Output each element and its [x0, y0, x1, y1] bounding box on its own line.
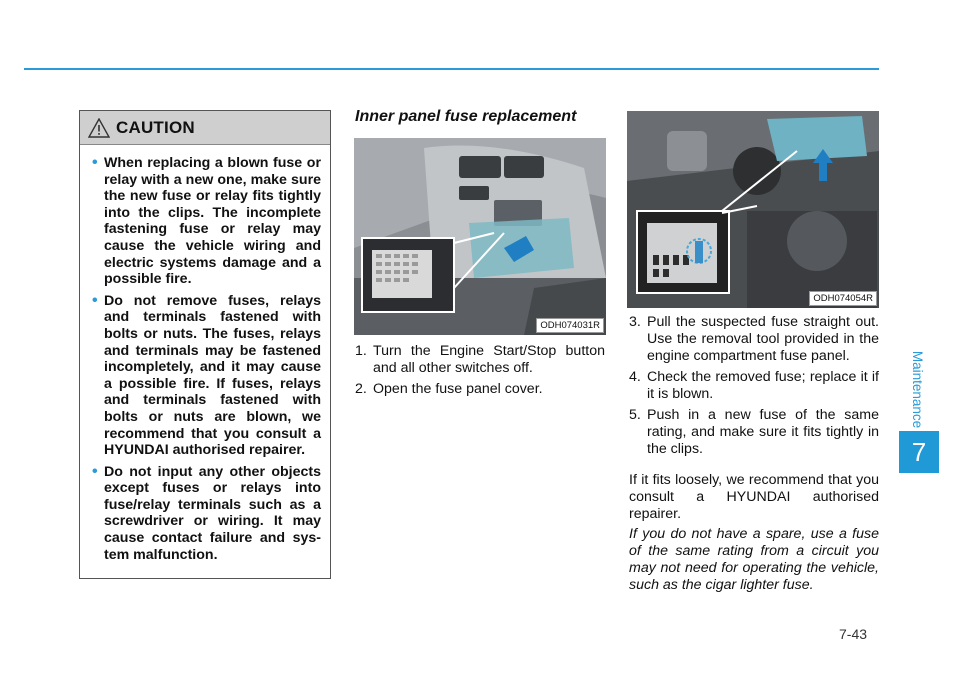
warning-triangle-icon [88, 118, 110, 138]
step-text: Open the fuse panel cover. [373, 381, 543, 397]
image-code: ODH074031R [536, 318, 604, 333]
caution-box [79, 110, 331, 579]
image-code: ODH074054R [809, 291, 877, 306]
step-text: Check the removed fuse; replace it if it is blown. [647, 369, 879, 402]
caution-item: • Do not remove fuses, relays and terminals fastened with bolts or nuts. The fuses, relays and terminals may be fastened incompletely, and it may cause a possible fire. If fuses, relays and terminals fastened with bolts or nuts are blown, we recommend that you consult a HYUNDAI authorised repairer. [92, 293, 321, 459]
dashboard-illustration [354, 138, 606, 335]
inner-panel-photo [354, 138, 606, 335]
header-rule [24, 68, 879, 70]
step-number: 4. [629, 369, 641, 385]
step-number: 3. [629, 314, 641, 330]
page-number: 7-43 [839, 626, 868, 642]
engine-bay-illustration [627, 111, 879, 308]
step-text: Pull the suspected fuse straight out. Use the removal tool provided in the engine compartment fuse panel. [647, 314, 879, 364]
step-item [629, 407, 879, 458]
steps-list [629, 314, 879, 462]
note-paragraph: If it fits loosely, we recommend that you consult a HYUNDAI authorised repairer. [629, 472, 879, 522]
chapter-number-tab: 7 [899, 431, 939, 473]
caution-item: • Do not input any other objects except fuses or relays into fuse/relay terminals such as a screwdriver or wiring. It may cause contact failure and sys-tem malfunction. [92, 464, 321, 564]
step-item [355, 343, 605, 377]
step-text: Push in a new fuse of the same rating, and make sure it fits tightly in the clips. [647, 407, 879, 457]
steps-list [355, 343, 605, 402]
step-item [629, 314, 879, 365]
engine-bay-photo [627, 111, 879, 308]
step-item [629, 369, 879, 403]
italic-note-paragraph: If you do not have a spare, use a fuse of the same rating from a circuit you may not need for operating the vehicle, such as the cigar lighter fuse. [629, 526, 879, 593]
step-number: 2. [355, 381, 367, 397]
caution-title: CAUTION [116, 117, 195, 137]
chapter-label-text: Maintenance [910, 350, 926, 428]
section-title: Inner panel fuse replacement [355, 108, 577, 125]
caution-item: • When replacing a blown fuse or relay with a new one, make sure the new fuse or relay fits tightly into the clips. The incomplete fastening fuse or relay may cause the vehicle wiring and electric systems damage and a possible fire. [92, 155, 321, 288]
caution-list [80, 145, 330, 563]
step-text: Turn the Engine Start/Stop button and all other switches off. [373, 343, 605, 376]
step-number: 5. [629, 407, 641, 423]
step-item [355, 381, 605, 398]
step-number: 1. [355, 343, 367, 359]
caution-header [80, 111, 330, 145]
chapter-side-label [903, 343, 933, 435]
